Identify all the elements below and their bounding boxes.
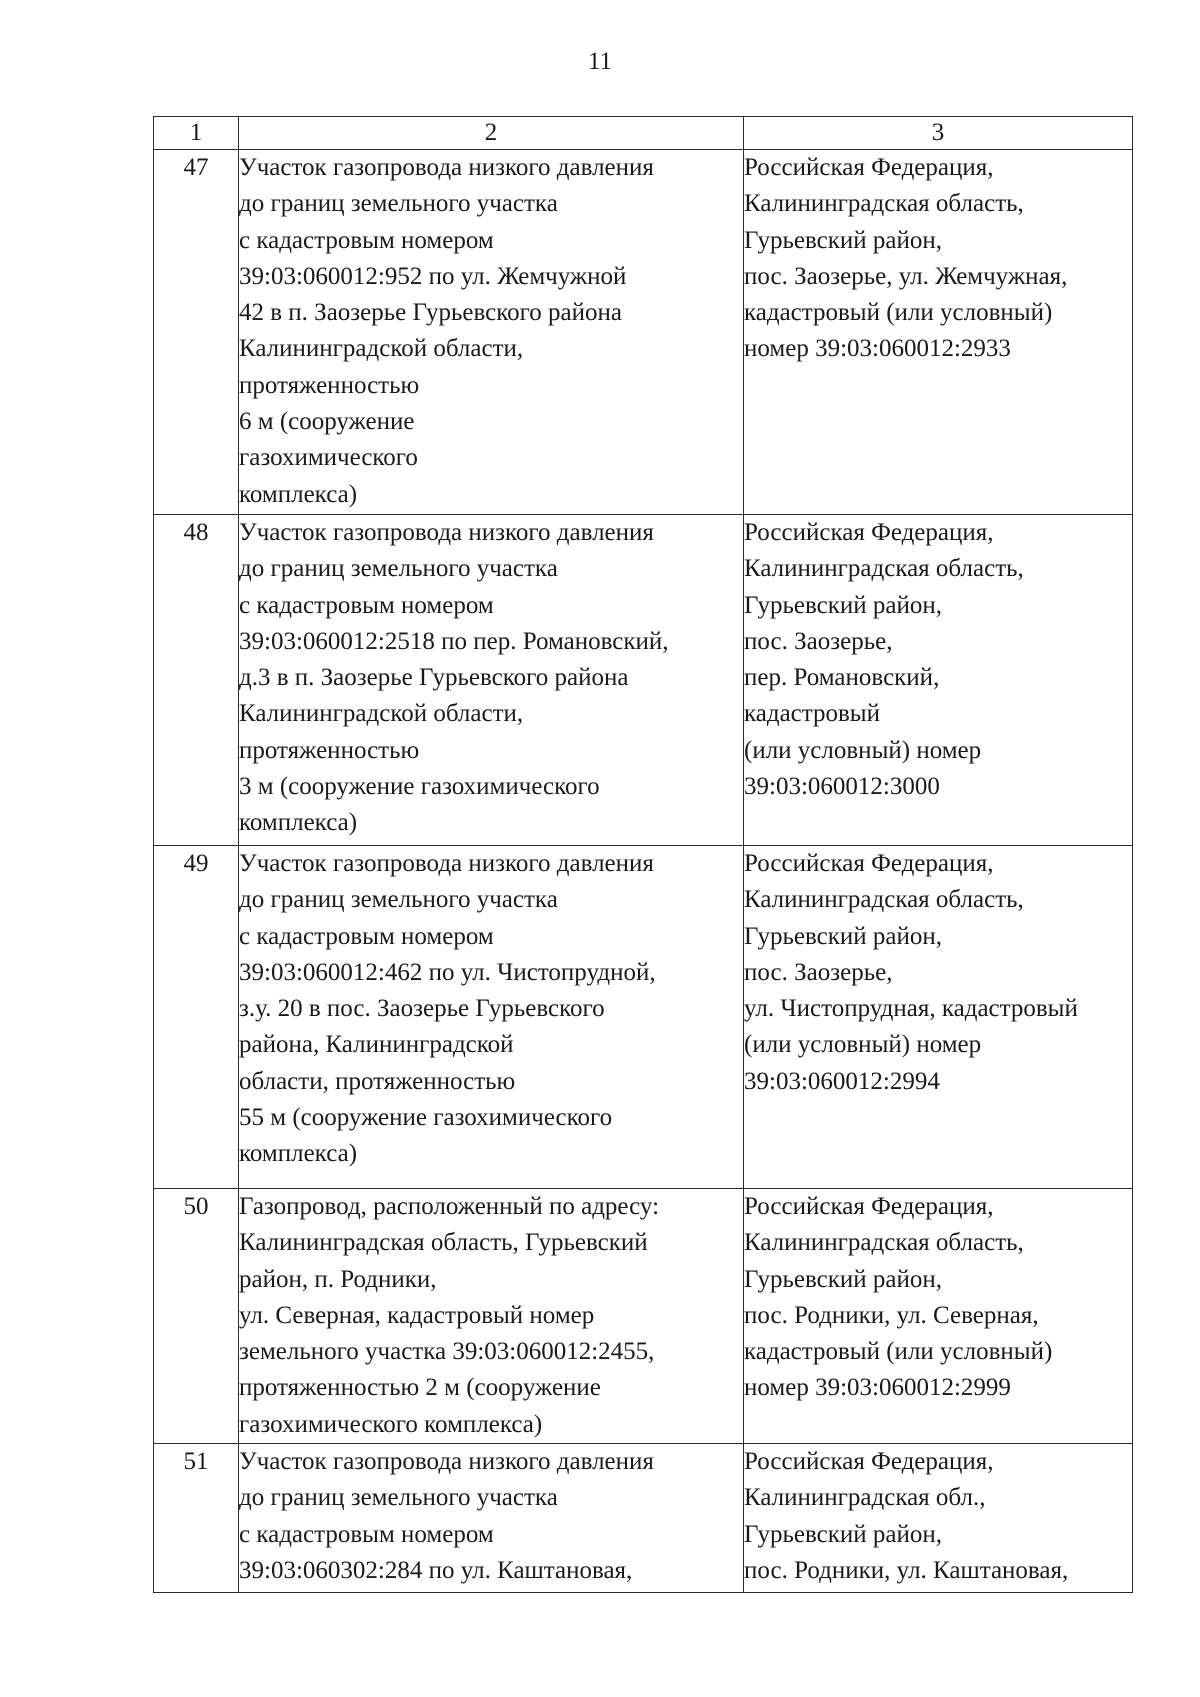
description-line: 39:03:060302:284 по ул. Каштановая, [239,1556,633,1584]
description-line: район, п. Родники, [239,1265,437,1293]
address-line: пос. Родники, ул. Каштановая, [744,1556,1069,1584]
row-number-cell: 51 [154,1444,239,1593]
address-line: Гурьевский район, [744,226,943,254]
description-line: земельного участка 39:03:060012:2455, [239,1338,655,1366]
address-line: (или условный) номер [744,1031,982,1059]
address-line: Гурьевский район, [744,922,943,950]
address-line: 39:03:060012:3000 [744,773,940,801]
description-line: до границ земельного участка [239,1484,558,1512]
description-line: комплекса) [239,1140,358,1168]
address-line: Гурьевский район, [744,1520,943,1548]
address-line: Российская Федерация, [744,519,994,546]
address-cell [744,515,1133,846]
description-line: газохимического [239,444,418,472]
table-row [154,846,1133,1189]
description-line: протяженностью [239,736,420,764]
description-line: Калининградской области, [239,335,524,363]
description-line: протяженностью 2 м (сооружение [239,1374,601,1402]
address-line: пос. Заозерье, ул. Жемчужная, [744,262,1068,290]
address-cell [744,846,1133,1189]
description-line: Участок газопровода низкого давления [239,154,654,181]
description-line: Участок газопровода низкого давления [239,519,654,546]
address-line: Российская Федерация, [744,1448,994,1476]
address-line: Российская Федерация, [744,1193,994,1220]
description-line: 39:03:060012:2518 по пер. Романовский, [239,627,669,655]
address-line: кадастровый (или условный) [744,299,1053,327]
table-row [154,1189,1133,1444]
address-line: Гурьевский район, [744,591,943,619]
table-row [154,150,1133,515]
header-cell-3: 3 [744,117,1133,150]
table-row [154,515,1133,846]
description-line: 55 м (сооружение газохимического [239,1104,613,1132]
table-header-row [154,117,1133,150]
description-line: с кадастровым номером [239,1520,494,1548]
description-line: д.3 в п. Заозерье Гурьевского района [239,664,629,692]
description-line: 39:03:060012:462 по ул. Чистопрудной, [239,958,656,986]
description-line: с кадастровым номером [239,591,494,619]
description-line: комплекса) [239,480,358,508]
description-line: до границ земельного участка [239,190,558,218]
row-number-cell: 48 [154,515,239,846]
description-line: области, протяженностью [239,1067,516,1095]
header-cell-2: 2 [239,117,744,150]
description-cell [239,1444,744,1593]
description-line: комплекса) [239,809,358,837]
row-number-cell: 49 [154,846,239,1189]
description-line: до границ земельного участка [239,886,558,914]
address-line: Российская Федерация, [744,154,994,181]
row-number-cell: 50 [154,1189,239,1444]
description-line: 42 в п. Заозерье Гурьевского района [239,299,622,327]
address-line: (или условный) номер [744,736,982,764]
table-row [154,1444,1133,1593]
address-cell [744,150,1133,515]
description-line: газохимического комплекса) [239,1410,543,1438]
description-cell [239,846,744,1189]
row-number-cell: 47 [154,150,239,515]
description-line: 6 м (сооружение [239,408,415,436]
address-line: Российская Федерация, [744,850,994,877]
address-line: номер 39:03:060012:2999 [744,1374,1011,1402]
address-line: пос. Заозерье, [744,958,893,986]
description-line: Калининградская область, Гурьевский [239,1229,648,1257]
description-line: с кадастровым номером [239,922,494,950]
address-line: номер 39:03:060012:2933 [744,335,1011,363]
address-line: пос. Заозерье, [744,627,893,655]
address-line: Калининградская область, [744,555,1024,583]
page-number: 11 [587,48,613,75]
address-cell [744,1189,1133,1444]
address-line: Гурьевский район, [744,1265,943,1293]
description-line: Газопровод, расположенный по адресу: [239,1193,660,1220]
description-line: ул. Северная, кадастровый номер [239,1301,595,1329]
description-line: района, Калининградской [239,1031,514,1059]
address-line: 39:03:060012:2994 [744,1067,940,1095]
address-line: пос. Родники, ул. Северная, [744,1301,1039,1329]
address-line: Калининградская область, [744,190,1024,218]
header-cell-1: 1 [154,117,239,150]
description-line: протяженностью [239,371,420,399]
description-cell [239,515,744,846]
description-line: до границ земельного участка [239,555,558,583]
address-line: ул. Чистопрудная, кадастровый [744,995,1078,1023]
description-line: з.у. 20 в пос. Заозерье Гурьевского [239,995,605,1023]
description-line: Участок газопровода низкого давления [239,850,654,877]
property-registry-table [153,116,1133,1593]
address-line: Калининградская область, [744,1229,1024,1257]
address-line: Калининградская обл., [744,1484,986,1512]
address-line: Калининградская область, [744,886,1024,914]
description-line: Участок газопровода низкого давления [239,1448,654,1476]
description-line: Калининградской области, [239,700,524,728]
address-line: пер. Романовский, [744,664,940,692]
address-line: кадастровый [744,700,880,728]
address-cell [744,1444,1133,1593]
description-cell [239,1189,744,1444]
description-line: с кадастровым номером [239,226,494,254]
description-line: 39:03:060012:952 по ул. Жемчужной [239,262,627,290]
description-cell [239,150,744,515]
address-line: кадастровый (или условный) [744,1338,1053,1366]
description-line: 3 м (сооружение газохимического [239,773,600,801]
